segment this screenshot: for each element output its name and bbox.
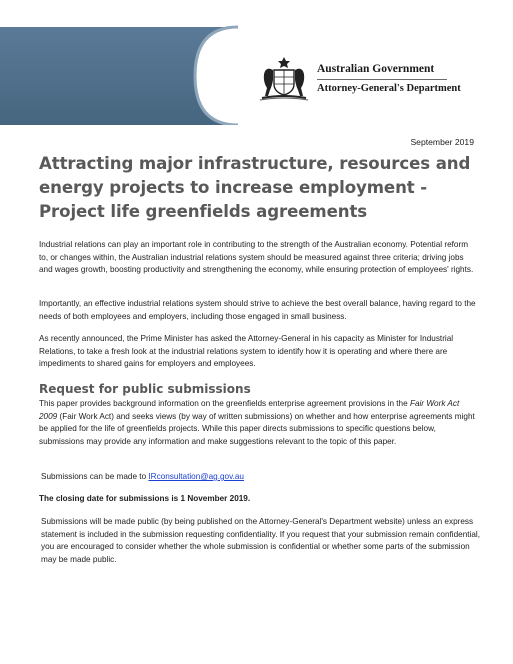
intro-paragraph-1: Industrial relations can play an important role in contributing to the strength of the Australian economy. Potential reform to, or changes within, the Australian industrial relations system should be measured against three criteria; driving jobs and wages growth, boosting productivity and strengthening the economy, while ensuring protection of employees' rights. (39, 240, 474, 275)
logo-divider (317, 79, 447, 80)
dept-name: Attorney-General's Department (317, 83, 461, 94)
section-heading: Request for public submissions (39, 382, 251, 396)
contact-line (41, 471, 481, 484)
page-title: Attracting major infrastructure, resources and energy projects to increase employment - Project life greenfields agreements (39, 154, 471, 221)
submission-email-link[interactable]: IRconsultation@ag.gov.au (148, 472, 244, 481)
header-banner (0, 0, 513, 125)
coat-of-arms-icon (258, 56, 310, 102)
submissions-text-start: This paper provides background information on the greenfields enterprise agreement provisions in the (39, 399, 410, 408)
gov-name: Australian Government (317, 63, 435, 75)
publication-note: Submissions will be made public (by being published on the Attorney-General's Department website) unless an express statement is included in the submission requesting confidentiality. If you request that your submission remain confidential, you are encouraged to consider whether the whole submission is confidential or whether some parts of the submission may be made public. (41, 517, 481, 564)
document-date: September 2019 (410, 137, 474, 147)
act-name: Fair Work Act 2009 (39, 399, 460, 421)
contact-prefix: Submissions can be made to (41, 472, 149, 481)
closing-date (39, 493, 479, 506)
closing-date-period: . (247, 494, 251, 503)
submissions-text-end: (Fair Work Act) and seeks views (by way of written submissions) on whether and how enterprise agreements might be applied for the life of greenfields projects. While this paper directs submissions to specific questions below, submissions may provide any information and make suggestions relevant to the topic of this paper. (39, 411, 475, 446)
intro-paragraph-2: Importantly, an effective industrial relations system should strive to achieve the best overall balance, having regard to the needs of both employees and employers, including those engaged in small business. (39, 299, 476, 321)
closing-date-text: The closing date for submissions is 1 November 2019 (39, 494, 248, 503)
gov-logo (258, 56, 461, 102)
intro-paragraph-3: As recently announced, the Prime Minister has asked the Attorney-General in his capacity as Minister for Industrial Relations, to take a fresh look at the industrial relations system to identify how it is operating and where there are impediments to shared gains for employers and employees. (39, 334, 454, 369)
submissions-paragraph (39, 398, 479, 448)
